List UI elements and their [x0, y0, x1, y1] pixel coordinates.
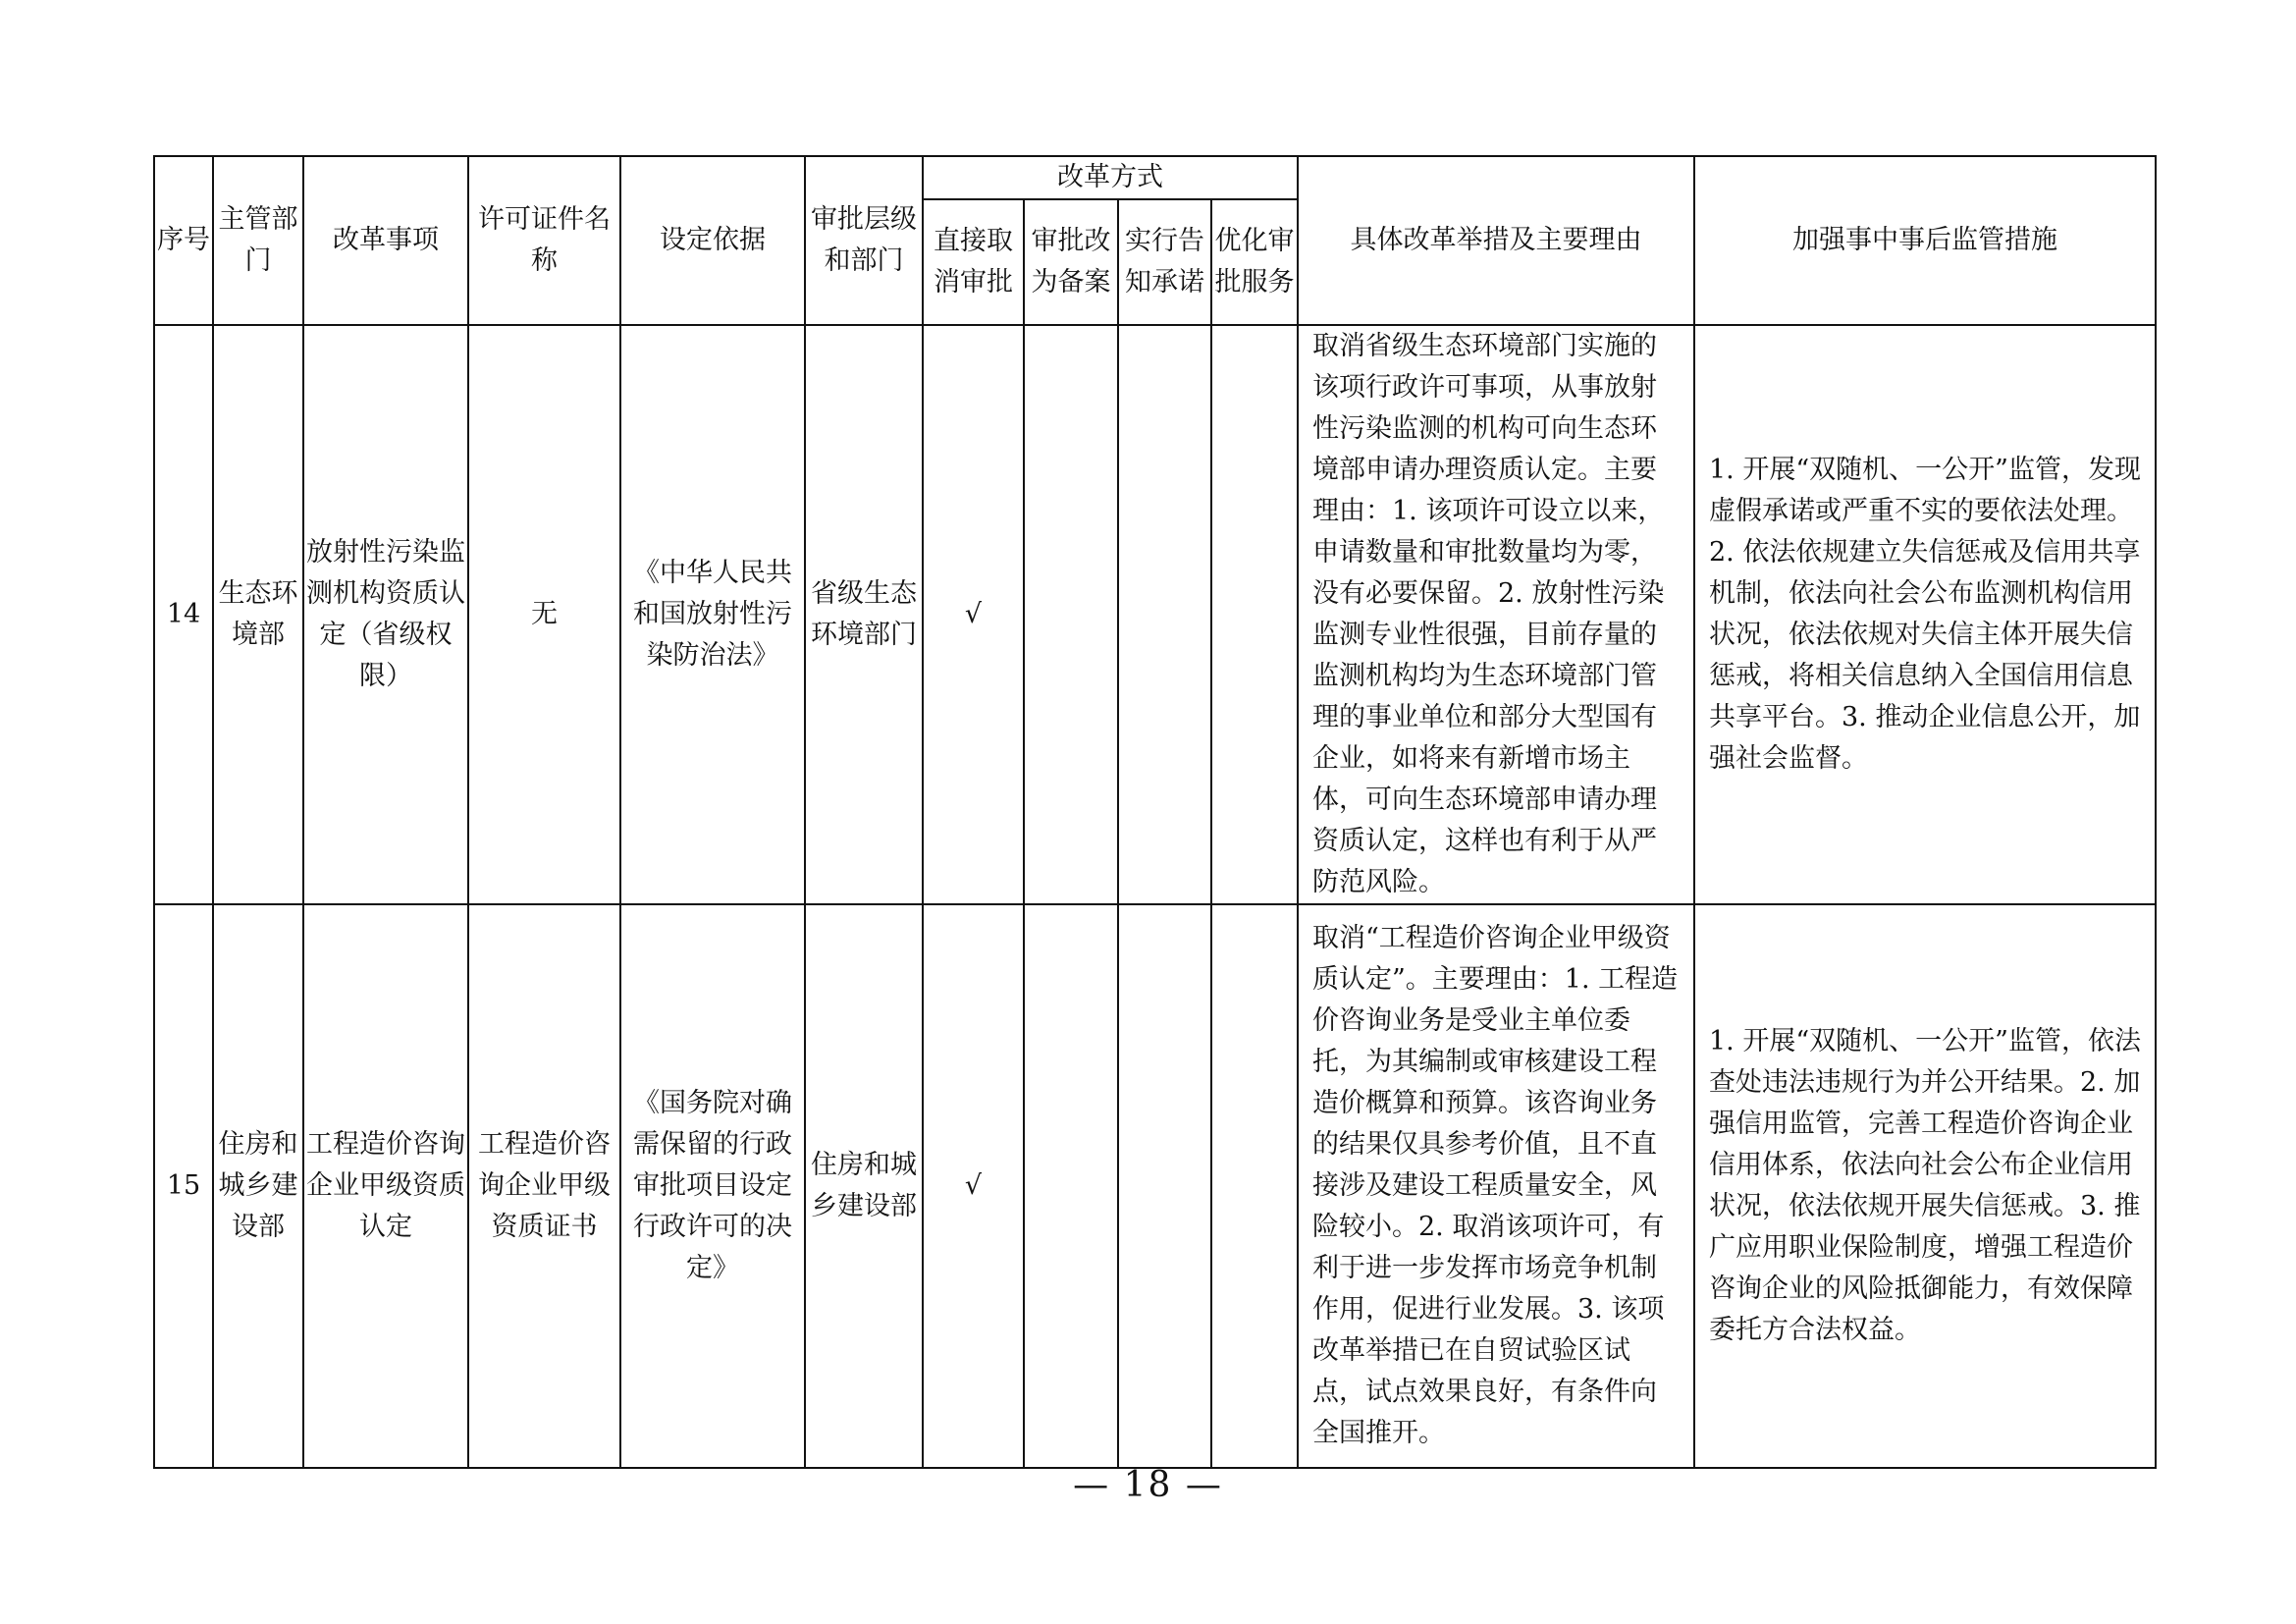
row-dept: 住房和城乡建设部	[213, 904, 303, 1468]
header-row-1	[154, 156, 2156, 199]
row-level: 住房和城乡建设部	[805, 904, 923, 1468]
row-seq: 14	[154, 325, 213, 904]
row-measures: 取消省级生态环境部门实施的该项行政许可事项，从事放射性污染监测的机构可向生态环境部申请办理资质认定。主要理由：1. 该项许可设立以来，申请数量和审批数量均为零，没有必要保留。2. 放射性污染监测专业性很强，目前存量的监测机构均为生态环境部门管理的事业单位和部分大型国有企业，如将来有新增市场主体，可向生态环境部申请办理资质认定，这样也有利于从严防范风险。	[1298, 325, 1694, 904]
page-number: — 18 —	[1073, 1465, 1223, 1505]
row-license: 工程造价咨询企业甲级资质证书	[468, 904, 620, 1468]
row-license: 无	[468, 325, 620, 904]
header-method-commitment: 实行告知承诺	[1118, 199, 1211, 325]
row-check-filing	[1024, 325, 1118, 904]
header-method-cancel: 直接取消审批	[923, 199, 1024, 325]
row-item: 工程造价咨询企业甲级资质认定	[303, 904, 468, 1468]
header-license: 许可证件名称	[468, 156, 620, 325]
header-measures: 具体改革举措及主要理由	[1298, 156, 1694, 325]
row-item: 放射性污染监测机构资质认定（省级权限）	[303, 325, 468, 904]
header-level: 审批层级和部门	[805, 156, 923, 325]
row-check-commitment	[1118, 904, 1211, 1468]
row-measures: 取消“工程造价咨询企业甲级资质认定”。主要理由：1. 工程造价咨询业务是受业主单位委托，为其编制或审核建设工程造价概算和预算。该咨询业务的结果仅具参考价值，且不直接涉及建设工程质量安全，风险较小。2. 取消该项许可，有利于进一步发挥市场竞争机制作用，促进行业发展。3. 该项改革举措已在自贸试验区试点，试点效果良好，有条件向全国推开。	[1298, 904, 1694, 1468]
row-basis: 《中华人民共和国放射性污染防治法》	[620, 325, 805, 904]
row-check-cancel: √	[923, 904, 1024, 1468]
row-supervision: 1. 开展“双随机、一公开”监管，依法查处违法违规行为并公开结果。2. 加强信用监管，完善工程造价咨询企业信用体系，依法向社会公布企业信用状况，依法依规开展失信惩戒。3. 推广应用职业保险制度，增强工程造价咨询企业的风险抵御能力，有效保障委托方合法权益。	[1694, 904, 2156, 1468]
row-check-cancel: √	[923, 325, 1024, 904]
table-row	[154, 904, 2156, 1468]
row-check-optimize	[1211, 325, 1298, 904]
header-basis: 设定依据	[620, 156, 805, 325]
row-supervision: 1. 开展“双随机、一公开”监管，发现虚假承诺或严重不实的要依法处理。2. 依法依规建立失信惩戒及信用共享机制，依法向社会公布监测机构信用状况，依法依规对失信主体开展失信惩戒，将相关信息纳入全国信用信息共享平台。3. 推动企业信息公开，加强社会监督。	[1694, 325, 2156, 904]
row-basis: 《国务院对确需保留的行政审批项目设定行政许可的决定》	[620, 904, 805, 1468]
header-seq: 序号	[154, 156, 213, 325]
header-method: 改革方式	[923, 156, 1298, 199]
row-check-filing	[1024, 904, 1118, 1468]
row-check-optimize	[1211, 904, 1298, 1468]
row-dept: 生态环境部	[213, 325, 303, 904]
reform-table	[153, 155, 2157, 1469]
header-supervision: 加强事中事后监管措施	[1694, 156, 2156, 325]
header-item: 改革事项	[303, 156, 468, 325]
header-dept: 主管部门	[213, 156, 303, 325]
row-seq: 15	[154, 904, 213, 1468]
row-check-commitment	[1118, 325, 1211, 904]
row-level: 省级生态环境部门	[805, 325, 923, 904]
table-row	[154, 325, 2156, 904]
header-method-filing: 审批改为备案	[1024, 199, 1118, 325]
header-method-optimize: 优化审批服务	[1211, 199, 1298, 325]
